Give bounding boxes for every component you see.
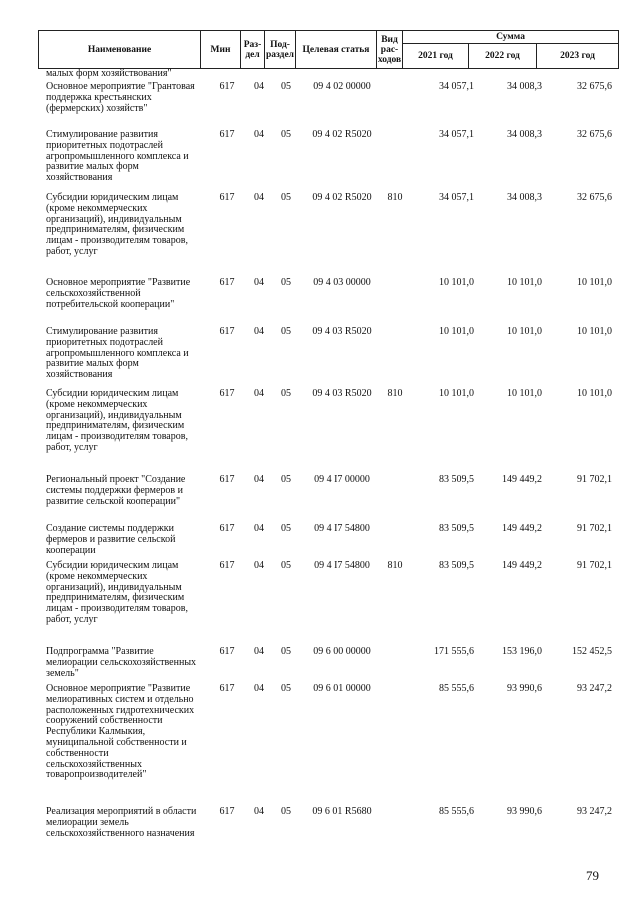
page-number: 79: [586, 868, 599, 883]
row-celevaya: 09 4 02 R5020: [312, 129, 372, 140]
row-sum-2022: 153 196,0: [502, 646, 542, 657]
row-celevaya: 09 4 I7 54800: [314, 523, 370, 534]
row-razdel: 04: [254, 277, 264, 288]
row-name: Создание системы поддержки фермеров и развитие сельской кооперации: [46, 523, 176, 556]
row-razdel: 04: [254, 326, 264, 337]
row-min: 617: [219, 523, 235, 534]
row-razdel: 04: [254, 388, 264, 399]
header-min: Мин: [201, 31, 241, 69]
row-podrazdel: 05: [281, 277, 291, 288]
row-sum-2022: 10 101,0: [507, 326, 542, 337]
row-min: 617: [219, 129, 235, 140]
header-2022: 2022 год: [469, 44, 537, 69]
row-name: Реализация мероприятий в области мелиорации земель сельскохозяйственного назначения: [46, 806, 197, 839]
row-razdel: 04: [254, 806, 264, 817]
header-name: Наименование: [39, 31, 201, 69]
row-celevaya: 09 6 00 00000: [313, 646, 371, 657]
row-vid: 810: [387, 560, 403, 571]
row-sum-2021: 34 057,1: [439, 129, 474, 140]
row-name: Стимулирование развития приоритетных подотраслей агропромышленного комплекса и развитие малых форм хозяйствования: [46, 326, 189, 381]
row-sum-2021: 85 555,6: [439, 806, 474, 817]
row-sum-2021: 85 555,6: [439, 683, 474, 694]
row-sum-2023: 32 675,6: [577, 81, 612, 92]
row-sum-2021: 83 509,5: [439, 560, 474, 571]
row-sum-2022: 149 449,2: [502, 560, 542, 571]
row-sum-2023: 32 675,6: [577, 129, 612, 140]
row-sum-2023: 93 247,2: [577, 806, 612, 817]
row-razdel: 04: [254, 683, 264, 694]
row-sum-2023: 10 101,0: [577, 277, 612, 288]
row-name: Основное мероприятие "Развитие сельскохозяйственной потребительской кооперации": [46, 277, 191, 310]
row-razdel: 04: [254, 646, 264, 657]
row-podrazdel: 05: [281, 81, 291, 92]
row-sum-2022: 93 990,6: [507, 806, 542, 817]
row-min: 617: [219, 326, 235, 337]
row-celevaya: 09 4 03 R5020: [312, 326, 372, 337]
header-vid: Вид рас-ходов: [377, 31, 403, 69]
row-name: Субсидии юридическим лицам (кроме некоммерческих организаций), индивидуальным предпринимателям, физическим лицам - производителям товаров, работ, услуг: [46, 560, 188, 625]
row-name: Основное мероприятие "Грантовая поддержка крестьянских (фермерских) хозяйств": [46, 81, 195, 114]
row-sum-2023: 91 702,1: [577, 560, 612, 571]
row-podrazdel: 05: [281, 474, 291, 485]
row-celevaya: 09 4 03 00000: [313, 277, 371, 288]
row-sum-2021: 34 057,1: [439, 81, 474, 92]
row-razdel: 04: [254, 129, 264, 140]
row-sum-2023: 93 247,2: [577, 683, 612, 694]
row-podrazdel: 05: [281, 683, 291, 694]
row-min: 617: [219, 388, 235, 399]
header-2023: 2023 год: [537, 44, 619, 69]
row-sum-2023: 10 101,0: [577, 326, 612, 337]
row-podrazdel: 05: [281, 129, 291, 140]
row-name: Основное мероприятие "Развитие мелиоративных систем и отдельно расположенных гидротехнических сооружений собственности Республики Калмыкия, муниципальной собственности и собственности сельскохозяйственных товаропроизводителей": [46, 683, 195, 781]
row-sum-2022: 34 008,3: [507, 81, 542, 92]
row-sum-2021: 171 555,6: [434, 646, 474, 657]
row-sum-2021: 10 101,0: [439, 277, 474, 288]
row-razdel: 04: [254, 523, 264, 534]
header-podrazdel: Под-раздел: [265, 31, 296, 69]
row-sum-2021: 10 101,0: [439, 326, 474, 337]
row-min: 617: [219, 474, 235, 485]
row-podrazdel: 05: [281, 388, 291, 399]
row-min: 617: [219, 277, 235, 288]
row-name: Подпрограмма "Развитие мелиорации сельскохозяйственных земель": [46, 646, 197, 679]
row-podrazdel: 05: [281, 646, 291, 657]
row-sum-2021: 34 057,1: [439, 192, 474, 203]
row-min: 617: [219, 560, 235, 571]
header-celevaya: Целевая статья: [296, 31, 377, 69]
row-vid: 810: [387, 388, 403, 399]
row-sum-2022: 10 101,0: [507, 277, 542, 288]
row-celevaya: 09 4 03 R5020: [312, 388, 372, 399]
row-sum-2023: 10 101,0: [577, 388, 612, 399]
row-name: Субсидии юридическим лицам (кроме некоммерческих организаций), индивидуальным предпринимателям, физическим лицам - производителям товаров, работ, услуг: [46, 388, 188, 453]
row-min: 617: [219, 646, 235, 657]
row-sum-2023: 152 452,5: [572, 646, 612, 657]
header-summa: Сумма: [403, 31, 619, 44]
row-vid: 810: [387, 192, 403, 203]
row-sum-2021: 83 509,5: [439, 474, 474, 485]
row-podrazdel: 05: [281, 806, 291, 817]
row-name: Стимулирование развития приоритетных подотраслей агропромышленного комплекса и развитие малых форм хозяйствования: [46, 129, 189, 184]
row-name: Субсидии юридическим лицам (кроме некоммерческих организаций), индивидуальным предпринимателям, физическим лицам - производителям товаров, работ, услуг: [46, 192, 188, 257]
row-min: 617: [219, 806, 235, 817]
row-name: Региональный проект "Создание системы поддержки фермеров и развитие сельской кооперации": [46, 474, 186, 507]
row-celevaya: 09 4 I7 54800: [314, 560, 370, 571]
row-celevaya: 09 4 02 00000: [313, 81, 371, 92]
header-razdel: Раз-дел: [241, 31, 265, 69]
row-sum-2022: 93 990,6: [507, 683, 542, 694]
row-podrazdel: 05: [281, 326, 291, 337]
row-celevaya: 09 6 01 00000: [313, 683, 371, 694]
row-celevaya: 09 4 I7 00000: [314, 474, 370, 485]
row-sum-2022: 149 449,2: [502, 474, 542, 485]
row-sum-2022: 10 101,0: [507, 388, 542, 399]
row-sum-2022: 149 449,2: [502, 523, 542, 534]
row-min: 617: [219, 81, 235, 92]
row-celevaya: 09 4 02 R5020: [312, 192, 372, 203]
row-sum-2022: 34 008,3: [507, 192, 542, 203]
row-sum-2023: 91 702,1: [577, 474, 612, 485]
row-min: 617: [219, 683, 235, 694]
table-header: [38, 30, 619, 69]
row-podrazdel: 05: [281, 192, 291, 203]
row-razdel: 04: [254, 474, 264, 485]
row-sum-2021: 83 509,5: [439, 523, 474, 534]
row-podrazdel: 05: [281, 523, 291, 534]
row-razdel: 04: [254, 560, 264, 571]
row-name: малых форм хозяйствования": [46, 68, 172, 79]
row-sum-2023: 91 702,1: [577, 523, 612, 534]
row-sum-2022: 34 008,3: [507, 129, 542, 140]
row-podrazdel: 05: [281, 560, 291, 571]
row-sum-2021: 10 101,0: [439, 388, 474, 399]
header-2021: 2021 год: [403, 44, 469, 69]
row-min: 617: [219, 192, 235, 203]
row-sum-2023: 32 675,6: [577, 192, 612, 203]
row-celevaya: 09 6 01 R5680: [312, 806, 372, 817]
row-razdel: 04: [254, 192, 264, 203]
row-razdel: 04: [254, 81, 264, 92]
